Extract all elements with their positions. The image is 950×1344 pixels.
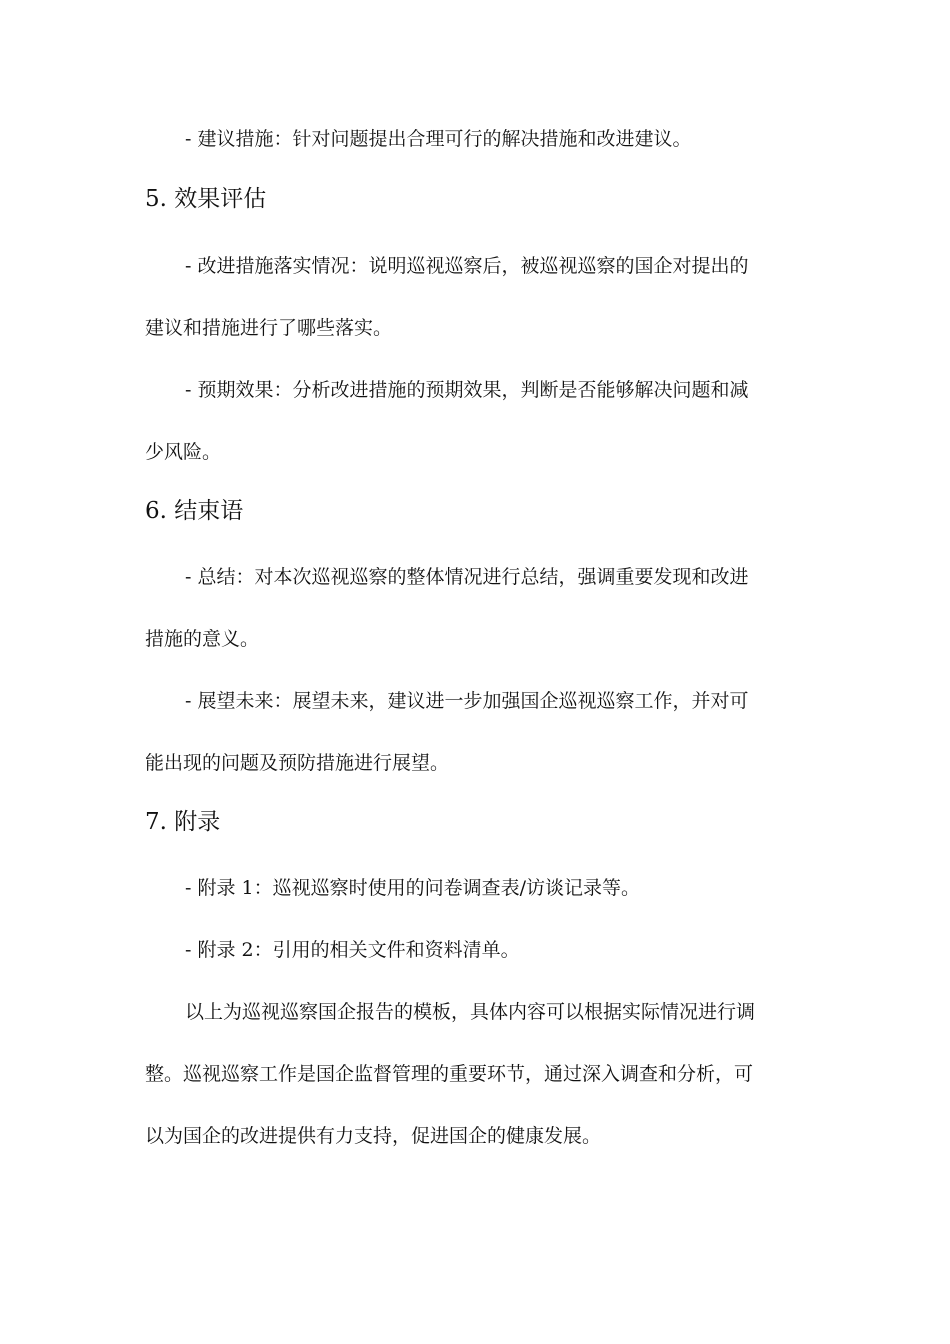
bullet-summary-cont: 措施的意义。 <box>145 628 260 650</box>
bullet-appendix-1: - 附录 1：巡视巡察时使用的问卷调查表/访谈记录等。 <box>185 877 640 899</box>
bullet-expected-effect-cont: 少风险。 <box>145 441 222 463</box>
bullet-appendix-2: - 附录 2：引用的相关文件和资料清单。 <box>185 939 520 961</box>
section-heading-7: 7. 附录 <box>145 809 221 835</box>
closing-paragraph-line-3: 以为国企的改进提供有力支持，促进国企的健康发展。 <box>145 1125 602 1147</box>
bullet-suggested-measures: - 建议措施：针对问题提出合理可行的解决措施和改进建议。 <box>185 128 692 150</box>
bullet-expected-effect: - 预期效果：分析改进措施的预期效果，判断是否能够解决问题和减 <box>185 379 749 401</box>
section-heading-6: 6. 结束语 <box>145 498 244 524</box>
closing-paragraph-line-1: 以上为巡视巡察国企报告的模板，具体内容可以根据实际情况进行调 <box>185 1001 756 1023</box>
bullet-summary: - 总结：对本次巡视巡察的整体情况进行总结，强调重要发现和改进 <box>185 566 749 588</box>
bullet-implementation-status: - 改进措施落实情况：说明巡视巡察后，被巡视巡察的国企对提出的 <box>185 255 749 277</box>
section-heading-5: 5. 效果评估 <box>145 186 267 212</box>
bullet-implementation-status-cont: 建议和措施进行了哪些落实。 <box>145 317 393 339</box>
bullet-outlook-cont: 能出现的问题及预防措施进行展望。 <box>145 752 450 774</box>
closing-paragraph-line-2: 整。巡视巡察工作是国企监督管理的重要环节，通过深入调查和分析，可 <box>145 1063 754 1085</box>
bullet-outlook: - 展望未来：展望未来，建议进一步加强国企巡视巡察工作，并对可 <box>185 690 749 712</box>
